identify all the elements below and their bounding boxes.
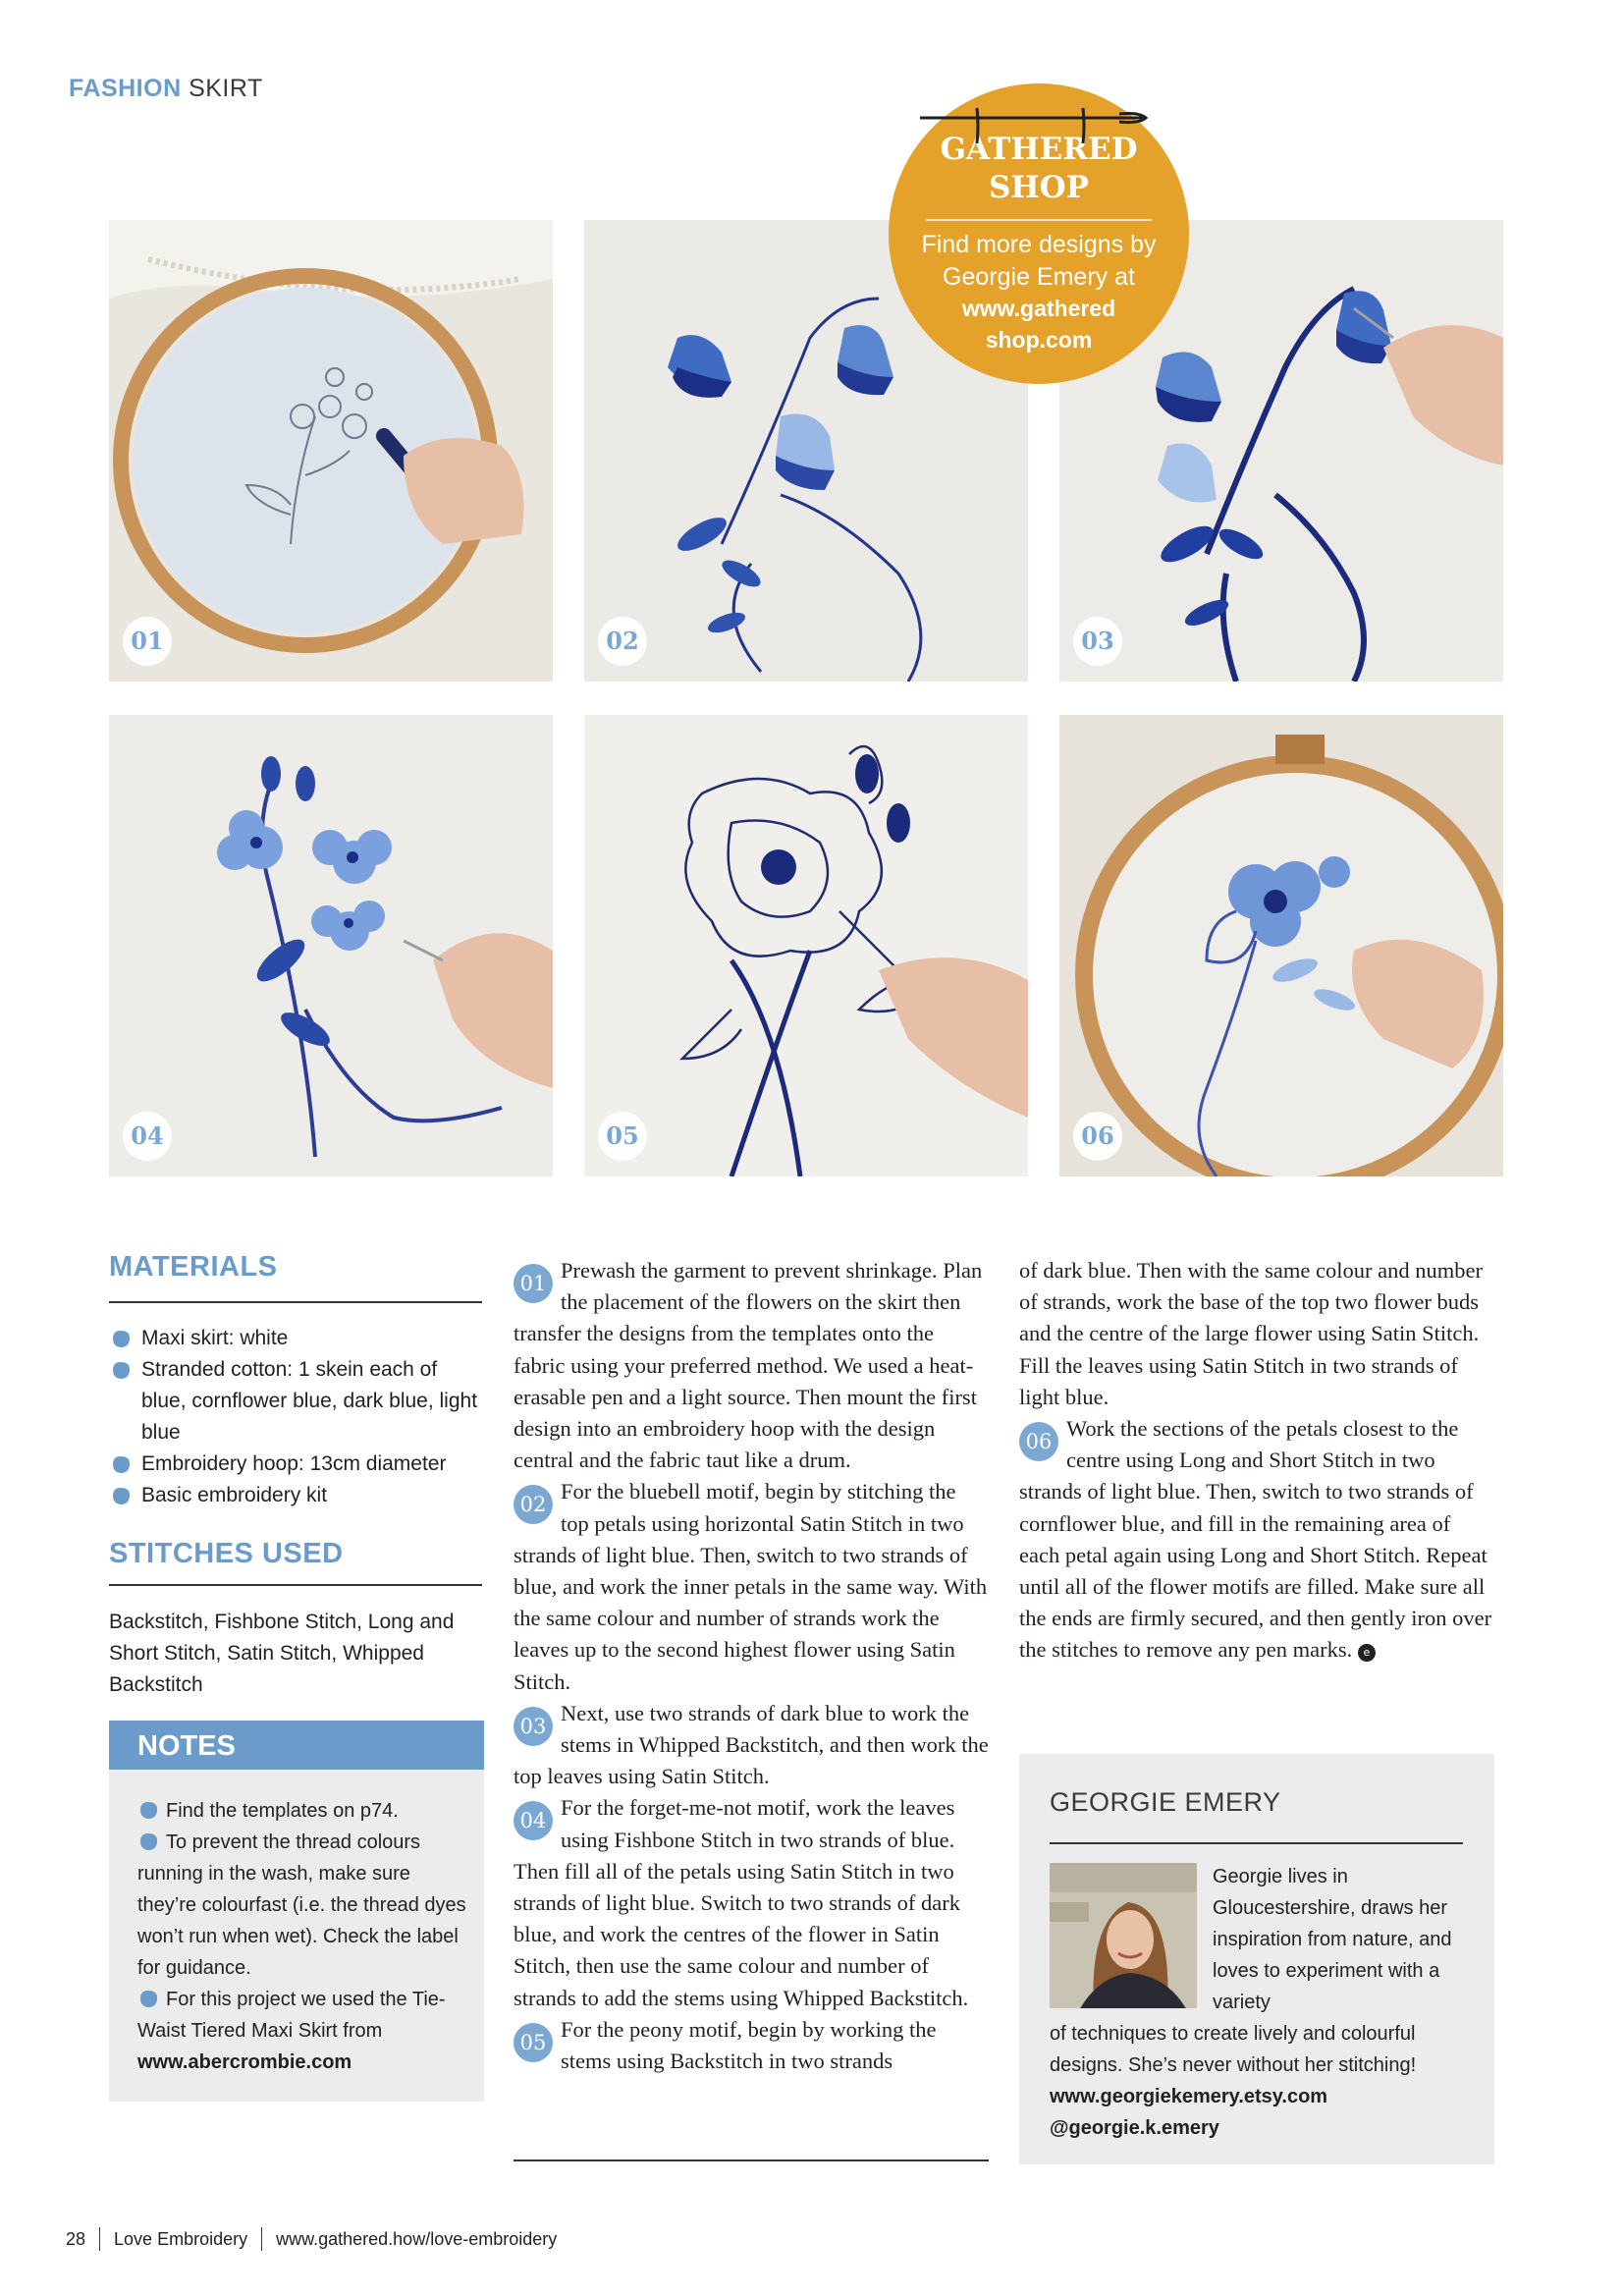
list-item: Basic embroidery kit <box>109 1480 487 1511</box>
instructions-column-2 <box>1019 1255 1494 1667</box>
bio-text-continued: of techniques to create lively and colourful designs. She’s never without her stitching! <box>1050 2023 1417 2076</box>
designer-bio-box <box>1019 1754 1494 2164</box>
step-number-01: 01 <box>514 1264 553 1303</box>
step-04: 04 For the forget-me-not motif, work the leaves using Fishbone Stitch in two strands of blue. Then fill all of the petals using Satin Stitch in two strands of light blue. Switch to two strands of dark blue, and work the centres of the flower in Satin Stitch, then use the same colour and number of strands to add the stems using Whipped Backstitch. <box>514 1795 969 2010</box>
designer-website-link[interactable]: www.georgiekemery.etsy.com <box>1050 2086 1328 2107</box>
step-05: 05 For the peony motif, begin by working the stems using Backstitch in two strands <box>514 2014 989 2077</box>
designer-social-handle[interactable]: @georgie.k.emery <box>1050 2117 1219 2139</box>
list-item: Maxi skirt: white <box>109 1323 487 1354</box>
step-number-03: 03 <box>514 1707 553 1746</box>
subsection-label: SKIRT <box>189 75 263 102</box>
bio-divider <box>1050 1842 1463 1844</box>
promo-text: Find more designs by Georgie Emery at <box>921 231 1157 291</box>
page-footer <box>66 2227 557 2251</box>
promo-url-link[interactable]: www.gathered shop.com <box>961 296 1116 353</box>
materials-heading: MATERIALS <box>109 1251 278 1283</box>
step-number-06: 06 <box>1019 1422 1058 1461</box>
step-number-badge: 06 <box>1073 1112 1122 1161</box>
list-item: Find the templates on p74. <box>137 1795 466 1827</box>
notes-heading: NOTES <box>109 1721 484 1770</box>
column-divider <box>514 2159 989 2161</box>
step-number-05: 05 <box>514 2023 553 2062</box>
page-number: 28 <box>66 2229 86 2249</box>
yarn-bullet-icon <box>110 1487 132 1505</box>
yarn-bullet-icon <box>137 1832 159 1851</box>
stitches-text: Backstitch, Fishbone Stitch, Long and Short Stitch, Satin Stitch, Whipped Backstitch <box>109 1611 455 1696</box>
list-item: For this project we used the Tie-Waist Tiered Maxi Skirt from www.abercrombie.com <box>137 1989 446 2073</box>
materials-list <box>109 1323 487 1511</box>
promo-divider <box>926 219 1152 221</box>
footer-separator <box>99 2227 100 2251</box>
step-06: 06 Work the sections of the petals closest to the centre using Long and Short Stitch in two strands of light blue. Then, switch to two strands of cornflower blue, and fill in the remaining area of each petal again using Long and Short Stitch. Repeat until all of the flower motifs are filled. Make sure all the ends are firmly secured, and then gently iron over the stitches to remove any pen marks. e <box>1019 1416 1492 1663</box>
notes-box <box>109 1721 484 2102</box>
yarn-bullet-icon <box>110 1361 132 1380</box>
step-number-badge: 04 <box>123 1112 172 1161</box>
magazine-name: Love Embroidery <box>114 2229 248 2249</box>
step-02: 02 For the bluebell motif, begin by stitching the top petals using horizontal Satin Stitch in two strands of light blue. Then, switch to two strands of blue, and work the inner petals in the same way. With the same colour and number of strands work the leaves up to the second highest flower using Satin Stitch. <box>514 1479 988 1694</box>
step-photo-05 <box>584 715 1028 1176</box>
step-number-04: 04 <box>514 1801 553 1840</box>
instructions-column-1 <box>514 1255 989 2077</box>
yarn-bullet-icon <box>110 1330 132 1348</box>
step-photo-06 <box>1059 715 1503 1176</box>
footer-url-link[interactable]: www.gathered.how/love-embroidery <box>276 2229 558 2249</box>
materials-divider <box>109 1301 482 1303</box>
list-item: Embroidery hoop: 13cm diameter <box>109 1449 487 1480</box>
footer-separator <box>261 2227 262 2251</box>
step-photo-04 <box>109 715 553 1176</box>
step-number-badge: 02 <box>598 617 647 666</box>
stitches-divider <box>109 1584 482 1586</box>
step-number-badge: 03 <box>1073 617 1122 666</box>
list-item: Stranded cotton: 1 skein each of blue, cornflower blue, dark blue, light blue <box>109 1354 487 1449</box>
section-label: FASHION <box>69 75 182 102</box>
designer-portrait <box>1050 1863 1197 2008</box>
abercrombie-link[interactable]: www.abercrombie.com <box>137 2051 352 2073</box>
step-number-02: 02 <box>514 1485 553 1524</box>
step-03: 03 Next, use two strands of dark blue to work the stems in Whipped Backstitch, and then work the top leaves using Satin Stitch. <box>514 1700 989 1789</box>
bio-text: Georgie lives in Gloucestershire, draws her inspiration from nature, and loves to experiment with a variety <box>1213 1866 1452 2013</box>
step-number-badge: 01 <box>123 617 172 666</box>
yarn-bullet-icon <box>137 1990 159 2008</box>
needle-thread-icon <box>918 106 1154 145</box>
step-05-continued: of dark blue. Then with the same colour and number of strands, work the base of the top two flower buds and the centre of the large flower using Satin Stitch. Fill the leaves using Satin Stitch in two strands of light blue. <box>1019 1258 1483 1409</box>
step-photo-01 <box>109 220 553 682</box>
yarn-bullet-icon <box>110 1455 132 1474</box>
section-header <box>69 75 263 103</box>
list-item: To prevent the thread colours running in the wash, make sure they’re colourfast (i.e. the thread dyes won’t run when wet). Check the label for guidance. <box>137 1831 466 1979</box>
promo-title: GATHERED SHOP <box>940 132 1138 205</box>
stitches-heading: STITCHES USED <box>109 1538 344 1569</box>
step-number-badge: 05 <box>598 1112 647 1161</box>
designer-name: GEORGIE EMERY <box>1050 1787 1281 1817</box>
step-01: 01 Prewash the garment to prevent shrinkage. Plan the placement of the flowers on the skirt then transfer the designs from the templates onto the fabric using your preferred method. We used a heat-erasable pen and a light source. Then mount the first design into an embroidery hoop with the design central and the fabric taut like a drum. <box>514 1258 983 1473</box>
notes-list <box>109 1770 484 2078</box>
end-mark-icon: e <box>1358 1644 1376 1662</box>
yarn-bullet-icon <box>137 1801 159 1820</box>
